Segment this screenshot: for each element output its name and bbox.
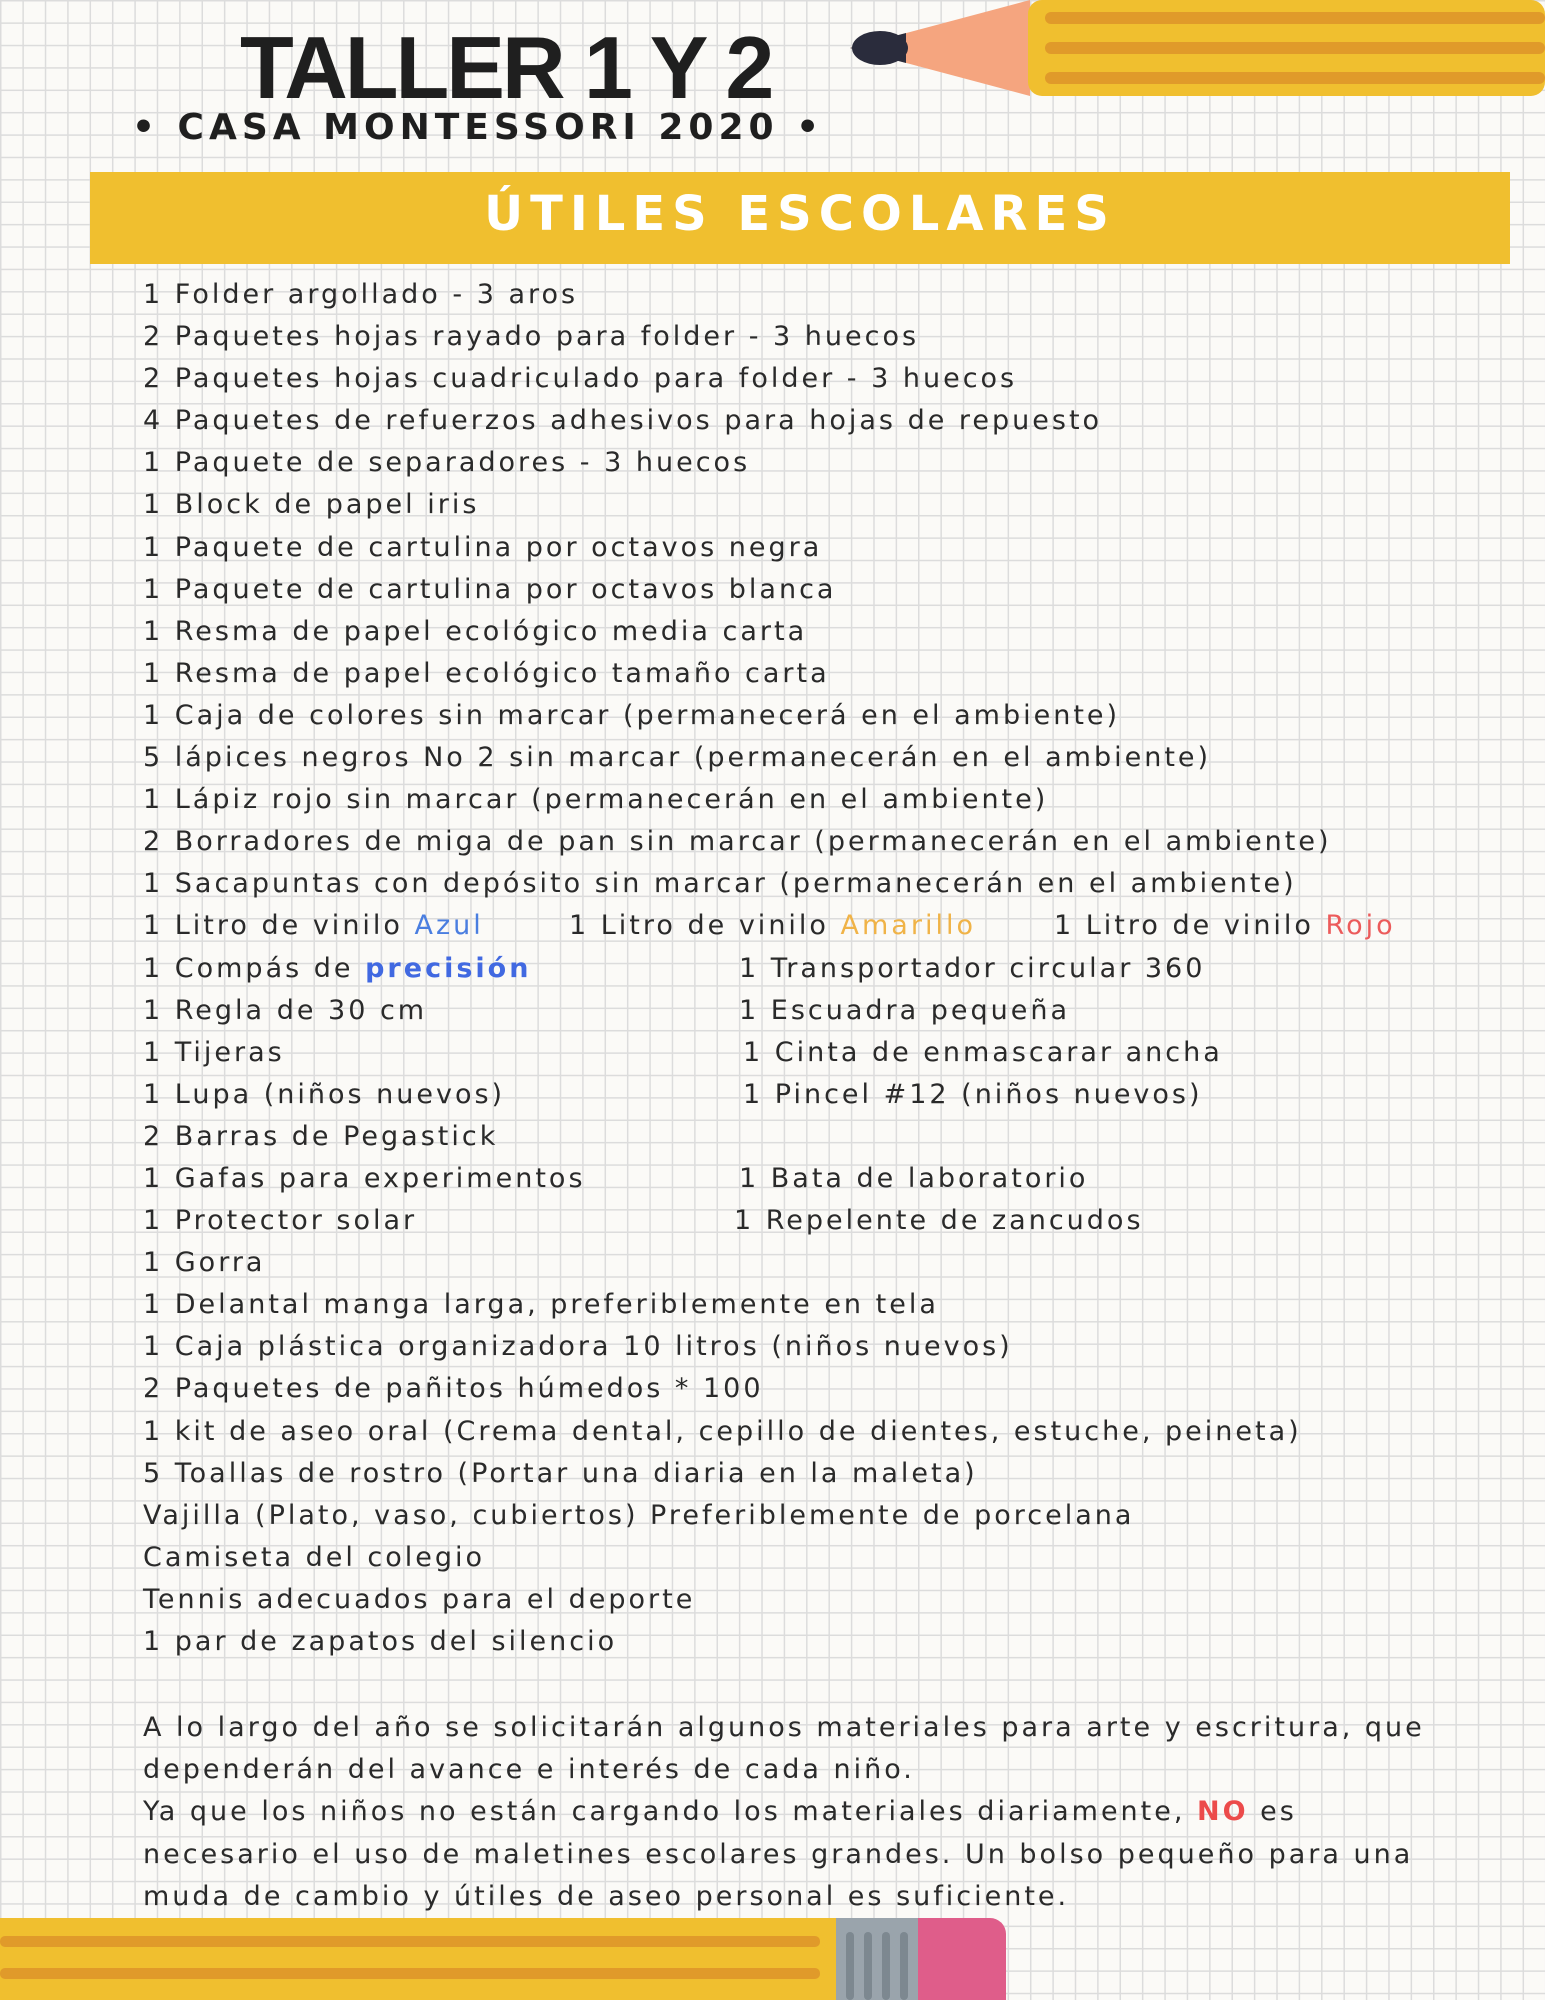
- color-azul: Azul: [414, 910, 484, 942]
- color-amarillo: Amarillo: [840, 910, 976, 942]
- vinilo-label: 1 Litro de vinilo: [569, 910, 841, 942]
- compas-item: [143, 948, 531, 990]
- list-item: 2 Paquetes de pañitos húmedos * 100: [143, 1373, 764, 1405]
- vinilo-label: 1 Litro de vinilo: [1054, 910, 1326, 942]
- list-item-left: 2 Barras de Pegastick: [143, 1120, 499, 1152]
- page-subtitle: • CASA MONTESSORI 2020 •: [132, 107, 825, 148]
- list-item: 1 kit de aseo oral (Crema dental, cepillo de dientes, estuche, peineta): [143, 1415, 1302, 1447]
- list-item: 1 par de zapatos del silencio: [143, 1626, 618, 1657]
- pair-row: [143, 990, 1443, 1032]
- list-item: 1 Paquete de cartulina por octavos negra: [143, 531, 823, 563]
- vinilo-amarillo-item: [569, 905, 976, 947]
- color-rojo: Rojo: [1325, 910, 1396, 942]
- compas-label: 1 Compás de: [143, 952, 366, 984]
- section-banner: [90, 172, 1510, 264]
- list-item: 2 Borradores de miga de pan sin marcar (permanecerán en el ambiente): [143, 826, 1332, 858]
- list-item: 1 Sacapuntas con depósito sin marcar (permanecerán en el ambiente): [143, 868, 1297, 900]
- list-item: 5 lápices negros No 2 sin marcar (permanecerán en el ambiente): [143, 742, 1212, 774]
- vinilo-row: [143, 905, 1443, 947]
- list-item: 1 Block de papel iris: [143, 489, 480, 521]
- pair-row: [143, 1200, 1443, 1242]
- pencil-eraser-illustration: [0, 1918, 1010, 2000]
- list-item: Camiseta del colegio: [143, 1541, 486, 1573]
- compas-highlight: precisión: [365, 952, 532, 984]
- note-paragraph: [143, 1791, 1443, 1918]
- list-item: 5 Toallas de rostro (Portar una diaria en la maleta): [143, 1457, 978, 1489]
- list-item: 1 Gorra: [143, 1247, 266, 1279]
- notes-section: [143, 1707, 1443, 1918]
- list-item: 2 Paquetes hojas rayado para folder - 3 huecos: [143, 321, 920, 353]
- list-item-right: 1 Pincel #12 (niños nuevos): [743, 1078, 1203, 1110]
- page-title: TALLER 1 Y 2: [240, 18, 772, 117]
- vinilo-azul-item: [143, 905, 484, 947]
- list-item-right: 1 Bata de laboratorio: [739, 1162, 1089, 1194]
- list-item-left: 1 Gafas para experimentos: [143, 1162, 586, 1194]
- list-item: 1 Caja plástica organizadora 10 litros (niños nuevos): [143, 1331, 1013, 1363]
- pair-row: [143, 1158, 1443, 1200]
- vinilo-rojo-item: [1054, 905, 1396, 947]
- list-item-right: 1 Repelente de zancudos: [734, 1205, 1144, 1237]
- list-item-left: 1 Protector solar: [143, 1205, 418, 1237]
- list-item-left: 1 Lupa (niños nuevos): [143, 1078, 506, 1110]
- note-text: es necesario el uso de maletines escolares grandes. Un bolso pequeño para una muda de cambio y útiles de aseo personal es suficiente.: [143, 1796, 1414, 1912]
- list-item: 2 Paquetes hojas cuadriculado para folder - 3 huecos: [143, 363, 1018, 395]
- pencil-illustration: [850, 0, 1545, 100]
- note-emphasis: NO: [1197, 1796, 1249, 1828]
- list-item: 4 Paquetes de refuerzos adhesivos para hojas de repuesto: [143, 405, 1103, 437]
- list-item: 1 Resma de papel ecológico media carta: [143, 615, 808, 647]
- vinilo-label: 1 Litro de vinilo: [143, 910, 415, 942]
- list-item-right: 1 Cinta de enmascarar ancha: [743, 1036, 1223, 1068]
- pair-row: [143, 1074, 1443, 1116]
- list-item-left: 1 Tijeras: [143, 1036, 285, 1068]
- compas-row: [143, 948, 1443, 990]
- list-item-left: 1 Regla de 30 cm: [143, 994, 428, 1026]
- list-item: 1 Caja de colores sin marcar (permanecerá en el ambiente): [143, 699, 1121, 731]
- list-item: 1 Lápiz rojo sin marcar (permanecerán en el ambiente): [143, 784, 1049, 816]
- supplies-list: [143, 274, 1443, 1663]
- pair-row: [143, 1116, 1443, 1158]
- list-item: Tennis adecuados para el deporte: [143, 1583, 696, 1615]
- list-item-right: 1 Escuadra pequeña: [739, 994, 1071, 1026]
- note-paragraph: A lo largo del año se solicitarán algunos materiales para arte y escritura, que dependerán del avance e interés de cada niño.: [143, 1712, 1425, 1786]
- list-item: 1 Delantal manga larga, preferiblemente en tela: [143, 1289, 939, 1321]
- banner-title: ÚTILES ESCOLARES: [484, 186, 1116, 242]
- list-item: Vajilla (Plato, vaso, cubiertos) Preferiblemente de porcelana: [143, 1499, 1135, 1531]
- list-item: 1 Paquete de separadores - 3 huecos: [143, 447, 751, 479]
- list-item: 1 Resma de papel ecológico tamaño carta: [143, 657, 830, 689]
- list-item: 1 Paquete de cartulina por octavos blanca: [143, 573, 837, 605]
- list-item: 1 Folder argollado - 3 aros: [143, 279, 579, 310]
- pair-row: [143, 1032, 1443, 1074]
- list-item-right: 1 Transportador circular 360: [739, 952, 1206, 984]
- note-text: Ya que los niños no están cargando los materiales diariamente,: [143, 1796, 1198, 1828]
